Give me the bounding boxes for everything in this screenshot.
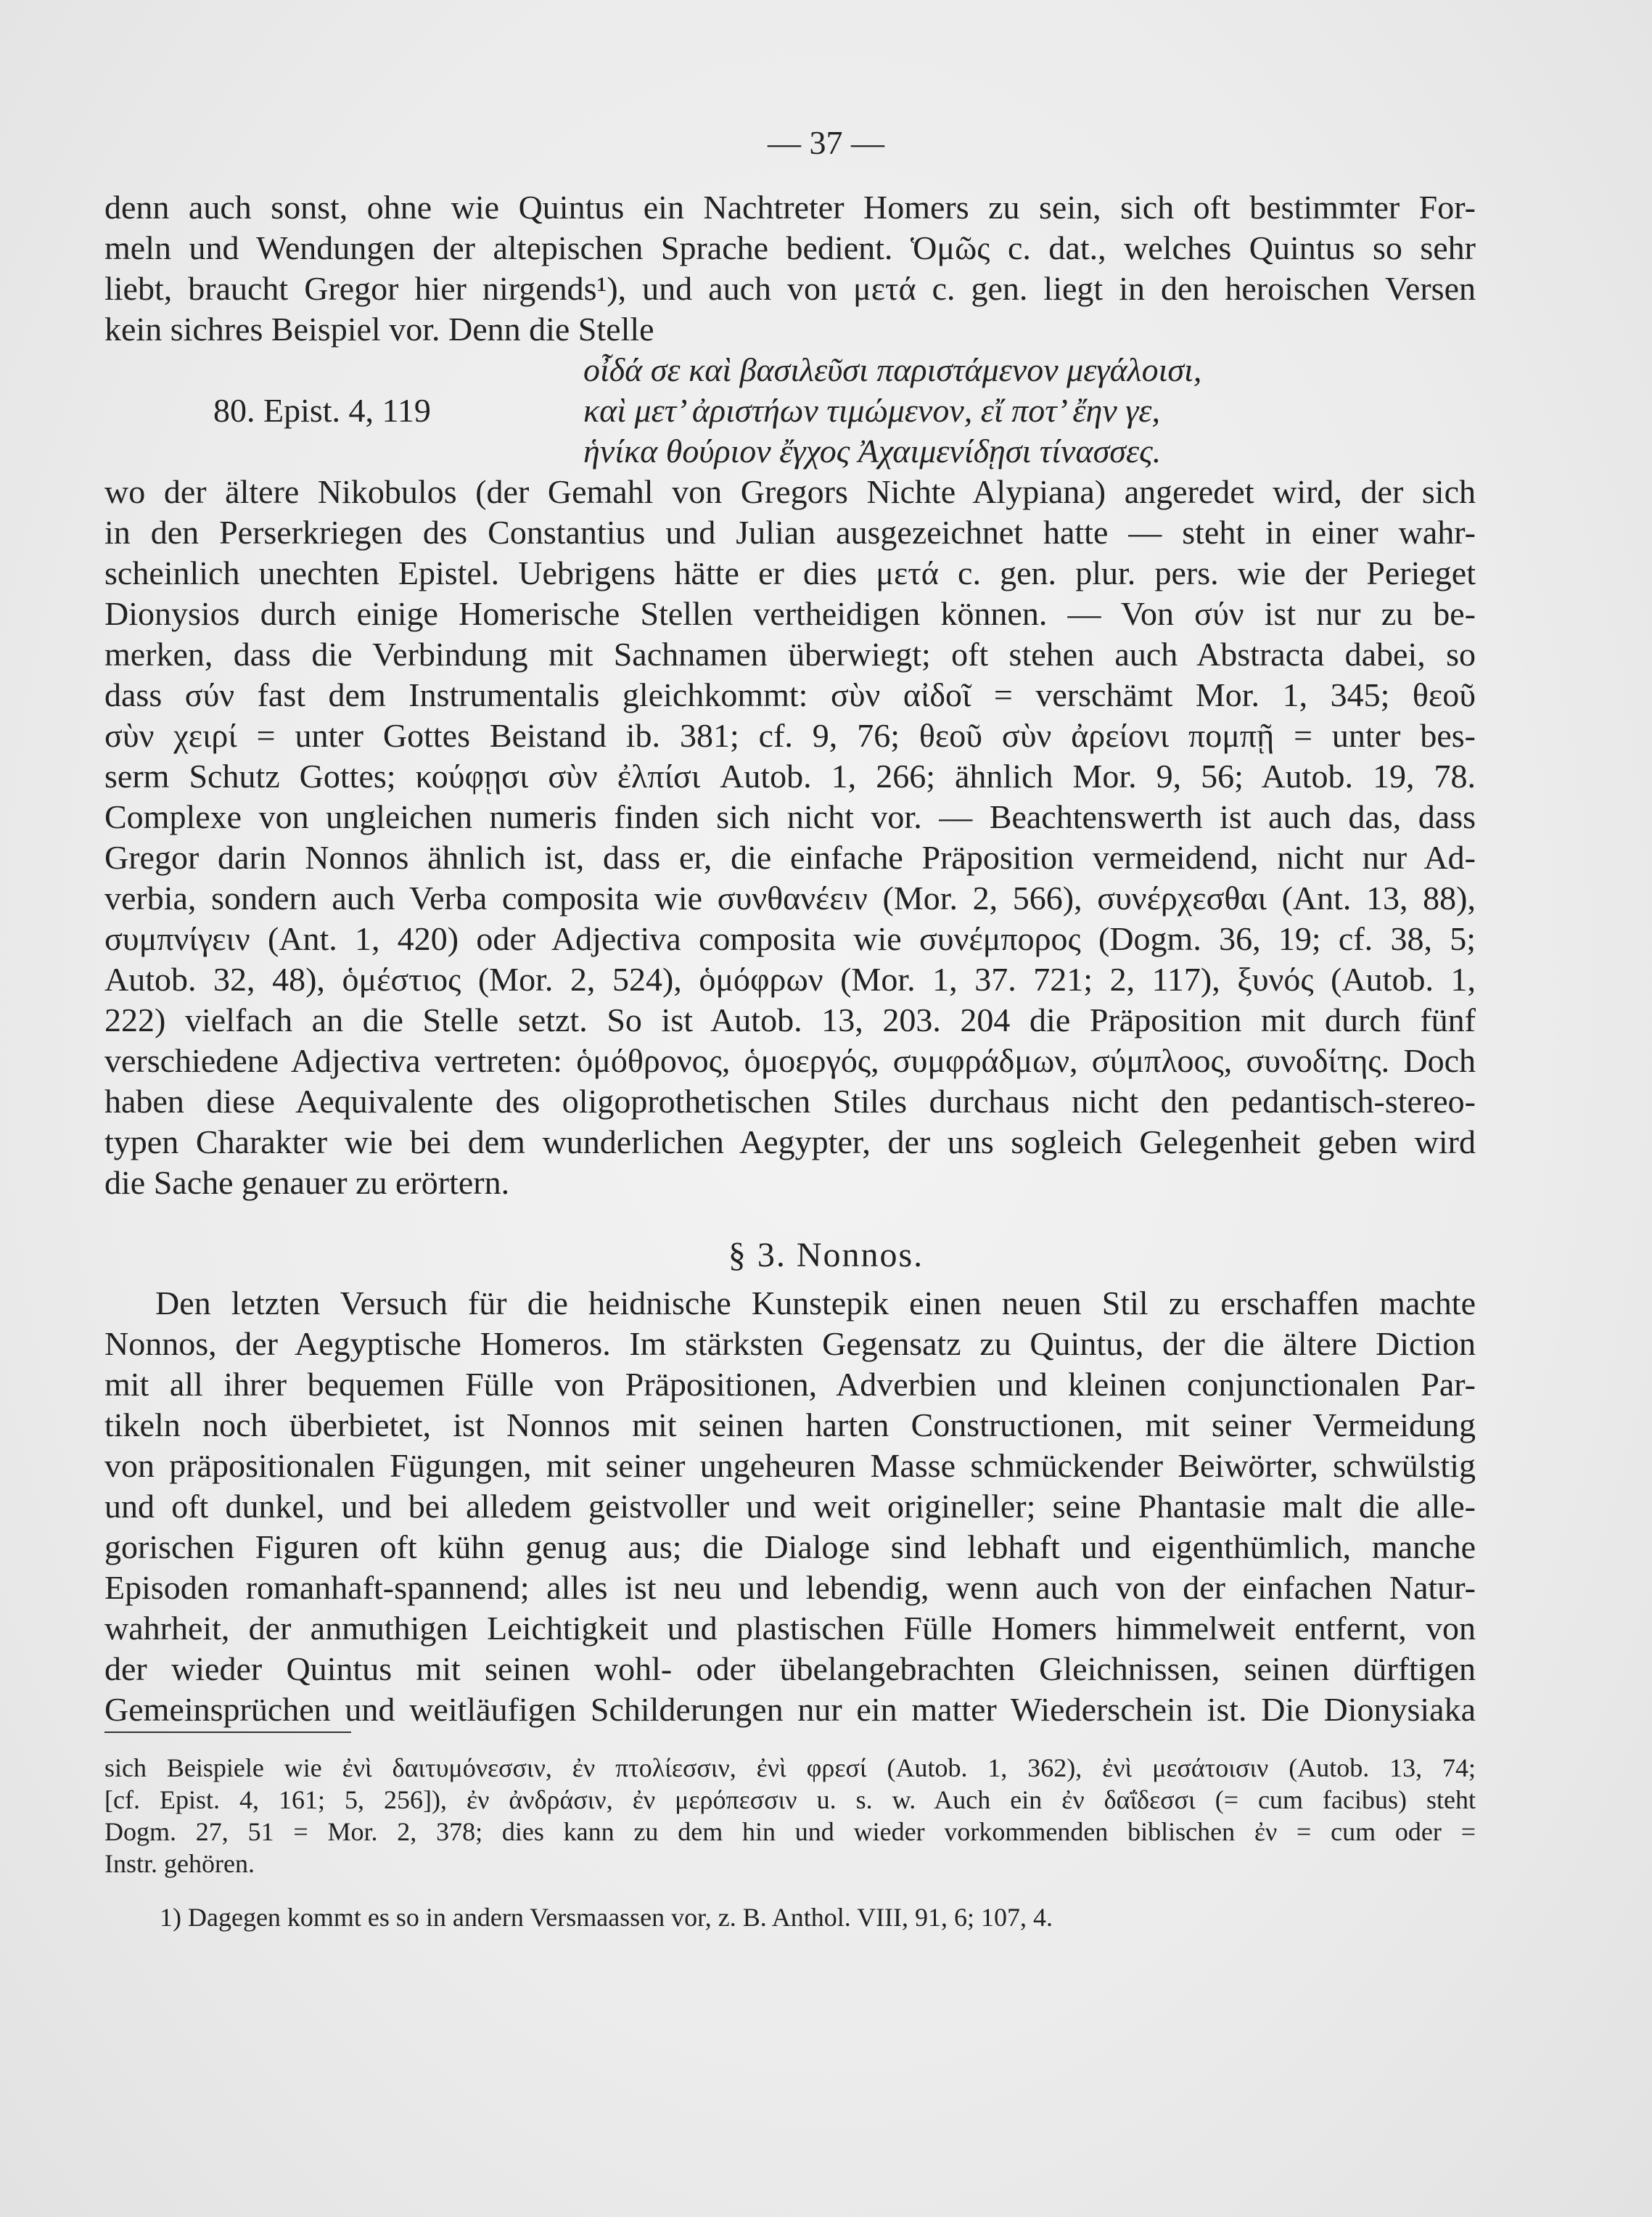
text-line: liebt, braucht Gregor hier nirgends¹), und auch von μετά c. gen. liegt in den heroischen Versen xyxy=(104,270,1476,307)
text-line: Dionysios durch einige Homerische Stellen vertheidigen können. — Von σύν ist nur zu be- xyxy=(104,595,1476,632)
text-line: σὺν χειρί = unter Gottes Beistand ib. 381; cf. 9, 76; θεοῦ σὺν ἀρείονι πομπῇ = unter bes- xyxy=(104,717,1476,754)
text-line: von präpositionalen Fügungen, mit seiner ungeheuren Masse schmückender Beiwörter, schwülstig xyxy=(104,1447,1476,1484)
text-line: wo der ältere Nikobulos (der Gemahl von Gregors Nichte Alypiana) angeredet wird, der sich xyxy=(104,473,1476,510)
text-line: tikeln noch überbietet, ist Nonnos mit seinen harten Constructionen, mit seiner Vermeidung xyxy=(104,1406,1476,1443)
text-line: Den letzten Versuch für die heidnische Kunstepik einen neuen Stil zu erschaffen machte xyxy=(155,1284,1476,1321)
text-line: typen Charakter wie bei dem wunderlichen Aegypter, der uns sogleich Gelegenheit geben wird xyxy=(104,1123,1476,1160)
verse-quotation xyxy=(104,350,1476,472)
page-number: — 37 — xyxy=(768,124,884,161)
text-line: Gregor darin Nonnos ähnlich ist, dass er, die einfache Präposition vermeidend, nicht nur Ad- xyxy=(104,839,1476,876)
text-line: mit all ihrer bequemen Fülle von Präpositionen, Adverbien und kleinen conjunctionalen Par- xyxy=(104,1366,1476,1403)
footnote-line: Dogm. 27, 51 = Mor. 2, 378; dies kann zu dem hin und wieder vorkommenden biblischen ἐν = cum oder = xyxy=(104,1817,1476,1846)
verse-line: ἡνίκα θούριον ἔγχος Ἀχαιμενίδῃσι τίνασσες. xyxy=(583,433,1162,470)
text-line: haben diese Aequivalente des oligoprothetischen Stiles durchaus nicht den pedantisch-stereo- xyxy=(104,1083,1476,1120)
text-line: Complexe von ungleichen numeris finden sich nicht vor. — Beachtenswerth ist auch das, dass xyxy=(104,798,1476,835)
text-line: und oft dunkel, und bei alledem geistvoller und weit origineller; seine Phantasie malt die alle- xyxy=(104,1488,1476,1525)
text-line: Autob. 32, 48), ὁμέστιος (Mor. 2, 524), ὁμόφρων (Mor. 1, 37. 721; 2, 117), ξυνός (Autob. 1, xyxy=(104,961,1476,998)
footnote-rule xyxy=(104,1732,351,1733)
text-line: denn auch sonst, ohne wie Quintus ein Nachtreter Homers zu sein, sich oft bestimmter For- xyxy=(104,189,1476,226)
verse-reference: 80. Epist. 4, 119 xyxy=(213,392,431,429)
text-line: dass σύν fast dem Instrumentalis gleichkommt: σὺν αἰδοῖ = verschämt Mor. 1, 345; θεοῦ xyxy=(104,676,1476,713)
text-line: Episoden romanhaft-spannend; alles ist neu und lebendig, wenn auch von der einfachen Natur- xyxy=(104,1569,1476,1606)
footnote-1: 1) Dagegen kommt es so in andern Versmaassen vor, z. B. Anthol. VIII, 91, 6; 107, 4. xyxy=(160,1903,1053,1932)
footnote-line: sich Beispiele wie ἐνὶ δαιτυμόνεσσιν, ἐν πτολίεσσιν, ἐνὶ φρεσί (Autob. 1, 362), ἐνὶ μεσάτοισιν (Autob. 13, 74; xyxy=(104,1753,1476,1782)
footnote-line: [cf. Epist. 4, 161; 5, 256]), ἐν ἀνδράσιν, ἐν μερόπεσσιν u. s. w. Auch ein ἐν δαΐδεσσι (= cum facibus) steht xyxy=(104,1785,1476,1814)
text-line: in den Perserkriegen des Constantius und Julian ausgezeichnet hatte — steht in einer wahr- xyxy=(104,514,1476,551)
text-line: serm Schutz Gottes; κούφῃσι σὺν ἐλπίσι Autob. 1, 266; ähnlich Mor. 9, 56; Autob. 19, 78. xyxy=(104,758,1476,795)
text-line: die Sache genauer zu erörtern. xyxy=(104,1164,510,1201)
text-line: scheinlich unechten Epistel. Uebrigens hätte er dies μετά c. gen. plur. pers. wie der Perieget xyxy=(104,554,1476,591)
text-line: Nonnos, der Aegyptische Homeros. Im stärksten Gegensatz zu Quintus, der die ältere Diction xyxy=(104,1325,1476,1362)
verse-line: οἶδά σε καὶ βασιλεῦσι παριστάμενον μεγάλοισι, xyxy=(583,351,1202,388)
text-line: meln und Wendungen der altepischen Sprache bedient. Ὁμῶς c. dat., welches Quintus so sehr xyxy=(104,229,1476,266)
text-line: merken, dass die Verbindung mit Sachnamen überwiegt; oft stehen auch Abstracta dabei, so xyxy=(104,636,1476,673)
verse-line: καὶ μετ’ ἀριστήων τιμώμενον, εἴ ποτ’ ἔην γε, xyxy=(583,392,1161,429)
text-line: wahrheit, der anmuthigen Leichtigkeit und plastischen Fülle Homers himmelweit entfernt, von xyxy=(104,1610,1476,1647)
text-line: der wieder Quintus mit seinen wohl- oder übelangebrachten Gleichnissen, seinen dürftigen xyxy=(104,1650,1476,1687)
text-line: verbia, sondern auch Verba composita wie συνθανέειν (Mor. 2, 566), συνέρχεσθαι (Ant. 13, 88), xyxy=(104,880,1476,917)
text-line: συμπνίγειν (Ant. 1, 420) oder Adjectiva composita wie συνέμπορος (Dogm. 36, 19; cf. 38, 5; xyxy=(104,920,1476,957)
footnote-line: Instr. gehören. xyxy=(104,1849,255,1878)
section-heading: § 3. Nonnos. xyxy=(728,1236,924,1274)
text-line: gorischen Figuren oft kühn genug aus; die Dialoge sind lebhaft und eigenthümlich, manche xyxy=(104,1528,1476,1565)
text-line: Gemeinsprüchen und weitläufigen Schilderungen nur ein matter Wiederschein ist. Die Dionysiaka xyxy=(104,1691,1476,1728)
text-line: kein sichres Beispiel vor. Denn die Stelle xyxy=(104,311,654,348)
text-line: 222) vielfach an die Stelle setzt. So ist Autob. 13, 203. 204 die Präposition mit durch fünf xyxy=(104,1001,1476,1038)
text-line: verschiedene Adjectiva vertreten: ὁμόθρονος, ὁμοεργός, συμφράδμων, σύμπλοος, συνοδίτης. Doch xyxy=(104,1042,1476,1079)
